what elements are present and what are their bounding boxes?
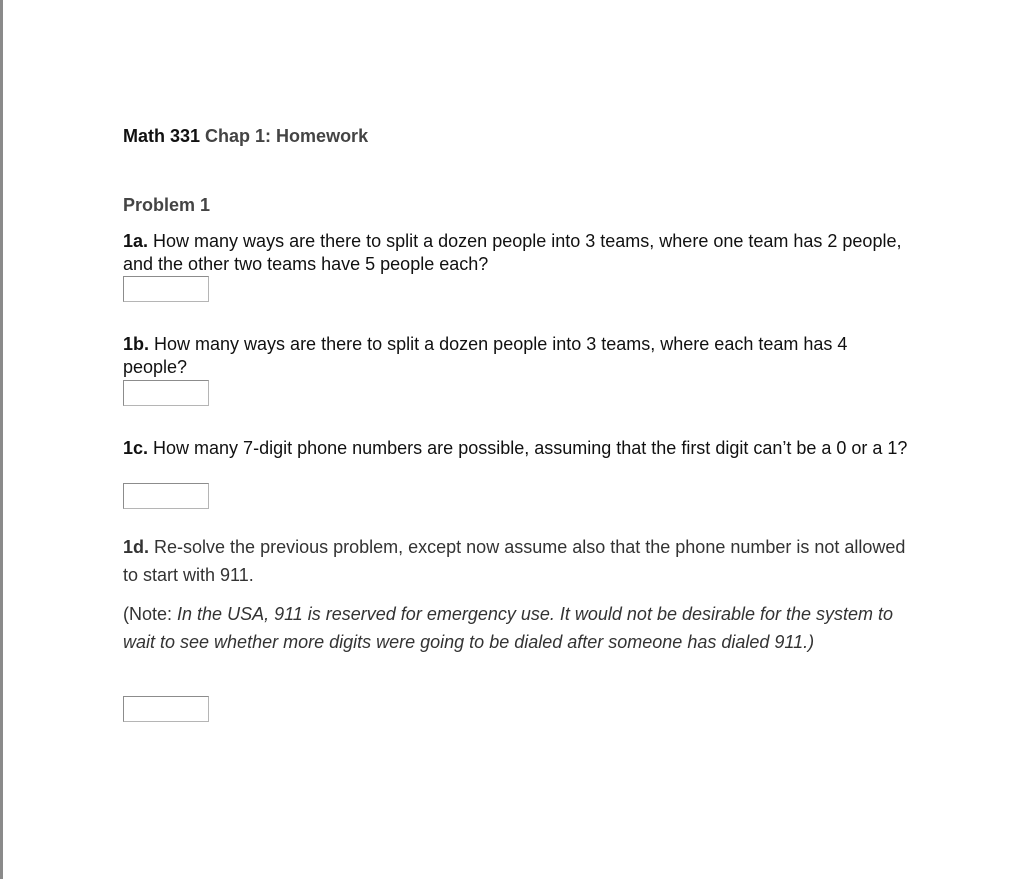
- question-number: 1d.: [123, 537, 150, 557]
- window-edge-rule: [0, 0, 3, 879]
- question-text: How many 7-digit phone numbers are possible, assuming that the first digit can’t be a 0 or a 1?: [148, 438, 908, 458]
- question-1d: [123, 533, 913, 589]
- note-paragraph: [123, 600, 913, 656]
- chapter-title: Chap 1: Homework: [205, 126, 369, 146]
- question-1a: [123, 230, 913, 276]
- question-1c: [123, 437, 913, 460]
- answer-input-1a[interactable]: [123, 276, 209, 302]
- question-number: 1b.: [123, 334, 150, 354]
- note-body: In the USA, 911 is reserved for emergency use. It would not be desirable for the system to wait to see whether more digits were going to be dialed after someone has dialed 911.): [123, 604, 894, 652]
- question-1b: [123, 333, 913, 379]
- question-text: Re-solve the previous problem, except now assume also that the phone number is not allowed to start with 911.: [123, 537, 906, 585]
- answer-input-1c[interactable]: [123, 483, 209, 509]
- question-number: 1a.: [123, 231, 149, 251]
- answer-input-1b[interactable]: [123, 380, 209, 406]
- question-text: How many ways are there to split a dozen people into 3 teams, where one team has 2 people, and the other two teams have 5 people each?: [123, 231, 902, 274]
- course-name: Math 331: [123, 126, 201, 146]
- note-prefix: (Note:: [123, 604, 178, 624]
- page-title: [123, 126, 368, 147]
- answer-input-1d[interactable]: [123, 696, 209, 722]
- question-number: 1c.: [123, 438, 149, 458]
- problem-heading: Problem 1: [123, 195, 211, 215]
- question-text: How many ways are there to split a dozen people into 3 teams, where each team has 4 people?: [123, 334, 848, 377]
